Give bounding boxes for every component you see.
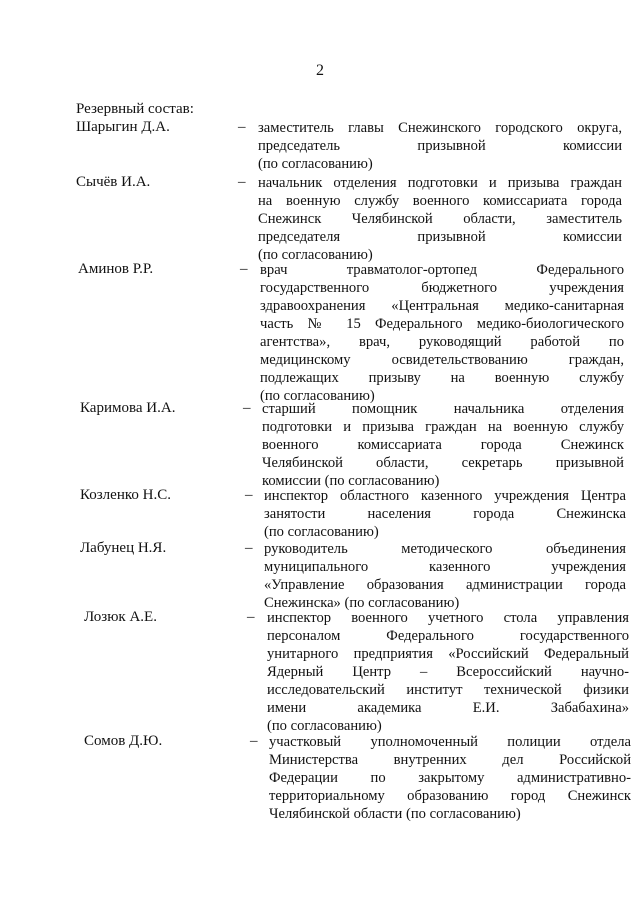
member-role-line: унитарного предприятия «Российский Федеральный <box>267 646 629 662</box>
member-role <box>264 487 626 541</box>
member-role-line: старший помощник начальника отделения <box>262 401 624 417</box>
member-role <box>264 540 626 612</box>
member-role-line: председателя призывной комиссии <box>258 229 622 245</box>
member-role-line: Челябинской области, секретарь призывной <box>262 455 624 471</box>
member-role-line: здравоохранения «Центральная медико-санитарная <box>260 298 624 314</box>
member-role-line: агентства», врач, руководящий работой по <box>260 334 624 350</box>
member-role-line: участковый уполномоченный полиции отдела <box>269 734 631 750</box>
member-role-line: на военную службу военного комиссариата города <box>258 193 622 209</box>
member-role-line: начальник отделения подготовки и призыва граждан <box>258 175 622 191</box>
member-name: Аминов Р.Р. <box>78 261 154 277</box>
member-name: Лозюк А.Е. <box>84 609 157 625</box>
member-role <box>258 119 622 173</box>
member-role-line: (по согласованию) <box>260 388 375 404</box>
member-role-line: военного комиссариата города Снежинск <box>262 437 624 453</box>
member-role-line: занятости населения города Снежинска <box>264 506 626 522</box>
member-dash: – <box>238 119 246 135</box>
member-role-line: Федерации по закрытому административно- <box>269 770 631 786</box>
member-name: Козленко Н.С. <box>80 487 171 503</box>
member-role-line: комиссии (по согласованию) <box>262 473 440 489</box>
member-role-line: персоналом Федерального государственного <box>267 628 629 644</box>
member-role <box>262 400 624 490</box>
member-role-line: руководитель методического объединения <box>264 541 626 557</box>
member-name: Шарыгин Д.А. <box>76 119 170 135</box>
member-role-line: «Управление образования администрации города <box>264 577 626 593</box>
member-name: Каримова И.А. <box>80 400 176 416</box>
member-dash: – <box>240 261 248 277</box>
member-role-line: подлежащих призыву на военную службу <box>260 370 624 386</box>
member-role-line: Ядерный Центр – Всероссийский научно- <box>267 664 629 680</box>
member-role-line: врач травматолог-ортопед Федерального <box>260 262 624 278</box>
member-role <box>260 261 624 405</box>
member-role-line: подготовки и призыва граждан на военную службу <box>262 419 624 435</box>
member-name: Сомов Д.Ю. <box>84 733 163 749</box>
member-role-line: Снежинск Челябинской области, заместитель <box>258 211 622 227</box>
member-role-line: Снежинска» (по согласованию) <box>264 595 460 611</box>
member-role-line: (по согласованию) <box>267 718 382 734</box>
member-role-line: заместитель главы Снежинского городского округа, <box>258 120 622 136</box>
member-dash: – <box>245 540 253 556</box>
member-role <box>267 609 629 735</box>
member-role-line: Челябинской области (по согласованию) <box>269 806 521 822</box>
member-role <box>269 733 631 823</box>
member-role-line: (по согласованию) <box>258 247 373 263</box>
member-role-line: председатель призывной комиссии <box>258 138 622 154</box>
member-name: Сычёв И.А. <box>76 174 151 190</box>
member-role-line: инспектор областного казенного учреждения Центра <box>264 488 626 504</box>
member-dash: – <box>250 733 258 749</box>
member-role-line: государственного бюджетного учреждения <box>260 280 624 296</box>
member-name: Лабунец Н.Я. <box>80 540 167 556</box>
member-dash: – <box>243 400 251 416</box>
member-role-line: территориальному образованию город Снежинск <box>269 788 631 804</box>
member-role-line: (по согласованию) <box>258 156 373 172</box>
member-dash: – <box>245 487 253 503</box>
member-role-line: Министерства внутренних дел Российской <box>269 752 631 768</box>
member-dash: – <box>238 174 246 190</box>
member-dash: – <box>247 609 255 625</box>
member-role-line: исследовательский институт технической физики <box>267 682 629 698</box>
section-title: Резервный состав: <box>76 101 194 117</box>
member-role-line: имени академика Е.И. Забабахина» <box>267 700 629 716</box>
page-number: 2 <box>316 62 324 79</box>
member-role-line: медицинскому освидетельствованию граждан, <box>260 352 624 368</box>
member-role-line: инспектор военного учетного стола управления <box>267 610 629 626</box>
member-role-line: муниципального казенного учреждения <box>264 559 626 575</box>
member-role-line: часть № 15 Федерального медико-биологического <box>260 316 624 332</box>
member-role <box>258 174 622 264</box>
member-role-line: (по согласованию) <box>264 524 379 540</box>
